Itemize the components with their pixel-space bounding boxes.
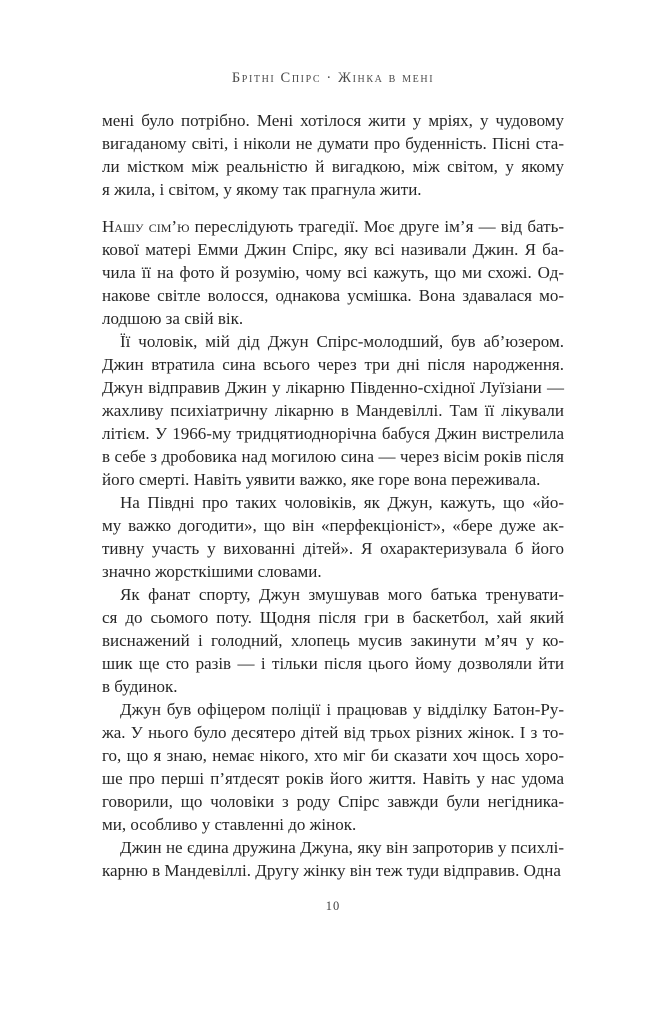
text-line: вигаданому світі, і ніколи не думати про буденність. Пісні ста- <box>102 134 564 153</box>
text-block <box>102 109 564 882</box>
text-line: в себе з дробовика над могилою сина — через вісім років після <box>102 447 564 466</box>
text-line: ся до сьомого поту. Щодня після гри в баскетбол, хай який <box>102 608 564 627</box>
text-line: говорили, що чоловіки з роду Спірс завжди були негідника- <box>102 792 564 811</box>
text-line: жа. У нього було десятеро дітей від трьох різних жінок. І з то- <box>102 723 564 742</box>
text-line: го, що я знаю, немає нікого, хто міг би сказати хоч щось хоро- <box>102 746 564 765</box>
paragraph <box>102 215 564 330</box>
text-line: ше про перші п’ятдесят років його життя. Навіть у нас удома <box>102 769 564 788</box>
text-line: му важко догодити», що він «перфекціоніст», «бере дуже ак- <box>102 516 564 535</box>
text-line: жахливу психіатричну лікарню в Мандевіллі. Там її лікували <box>102 401 564 420</box>
text-line: Як фанат спорту, Джун змушував мого батька тренувати- <box>120 585 564 604</box>
paragraph <box>102 330 564 491</box>
text-line: лодшою за свій вік. <box>102 309 244 328</box>
text-line: На Півдні про таких чоловіків, як Джун, кажуть, що «йо- <box>120 493 564 512</box>
text-line: літієм. У 1966-му тридцятиоднорічна бабуся Джин вистрелила <box>102 424 564 443</box>
text-line: ли містком між реальністю й вигадкою, між світом, у якому <box>102 157 564 176</box>
text-line: ми, особливо у ставленні до жінок. <box>102 815 357 834</box>
text-line: накове світле волосся, однакова усмішка. Вона здавалася мо- <box>102 286 564 305</box>
text-line: Джин втратила сина всього через три дні після народження. <box>102 355 564 374</box>
text-line: я жила, і світом, у якому так прагнула жити. <box>102 180 422 199</box>
paragraph <box>102 698 564 836</box>
paragraph <box>102 836 564 882</box>
text-line: тивну участь у вихованні дітей». Я охарактеризувала б його <box>102 539 564 558</box>
text-line: кової матері Емми Джин Спірс, яку всі називали Джин. Я ба- <box>102 240 564 259</box>
text-line: шик ще сто разів — і тільки після цього йому дозволяли йти <box>102 654 564 673</box>
text-line: чила її на фото й розумію, чому всі кажуть, що ми схожі. Од- <box>102 263 564 282</box>
paragraph <box>102 109 564 201</box>
text-line: його смерті. Навіть уявити важко, яке горе вона переживала. <box>102 470 541 489</box>
text-line: Її чоловік, мій дід Джун Спірс-молодший, був аб’юзером. <box>120 332 564 351</box>
smallcaps-lead: Нашу сім’ю <box>102 217 190 236</box>
text-line: Джун був офіцером поліції і працював у відділку Батон-Ру- <box>120 700 564 719</box>
text-line: Джин не єдина дружина Джуна, яку він запроторив у психлі- <box>120 838 564 857</box>
paragraph <box>102 583 564 698</box>
text-line: значно жорсткішими словами. <box>102 562 322 581</box>
text-line: виснажений і голодний, хлопець мусив закинути м’яч у ко- <box>102 631 564 650</box>
text-line: Нашу сім’ю переслідують трагедії. Моє друге ім’я — від бать- <box>102 217 564 236</box>
running-header: Брітні Спірс · Жінка в мені <box>231 70 435 86</box>
text-line: мені було потрібно. Мені хотілося жити у мріях, у чудовому <box>102 111 564 130</box>
text-line: карню в Мандевіллі. Другу жінку він теж туди відправив. Одна <box>102 861 561 880</box>
page-number: 10 <box>325 899 341 913</box>
text-line: в будинок. <box>102 677 178 696</box>
text-line: Джун відправив Джин у лікарню Південно-східної Луїзіани — <box>102 378 564 397</box>
paragraph <box>102 491 564 583</box>
